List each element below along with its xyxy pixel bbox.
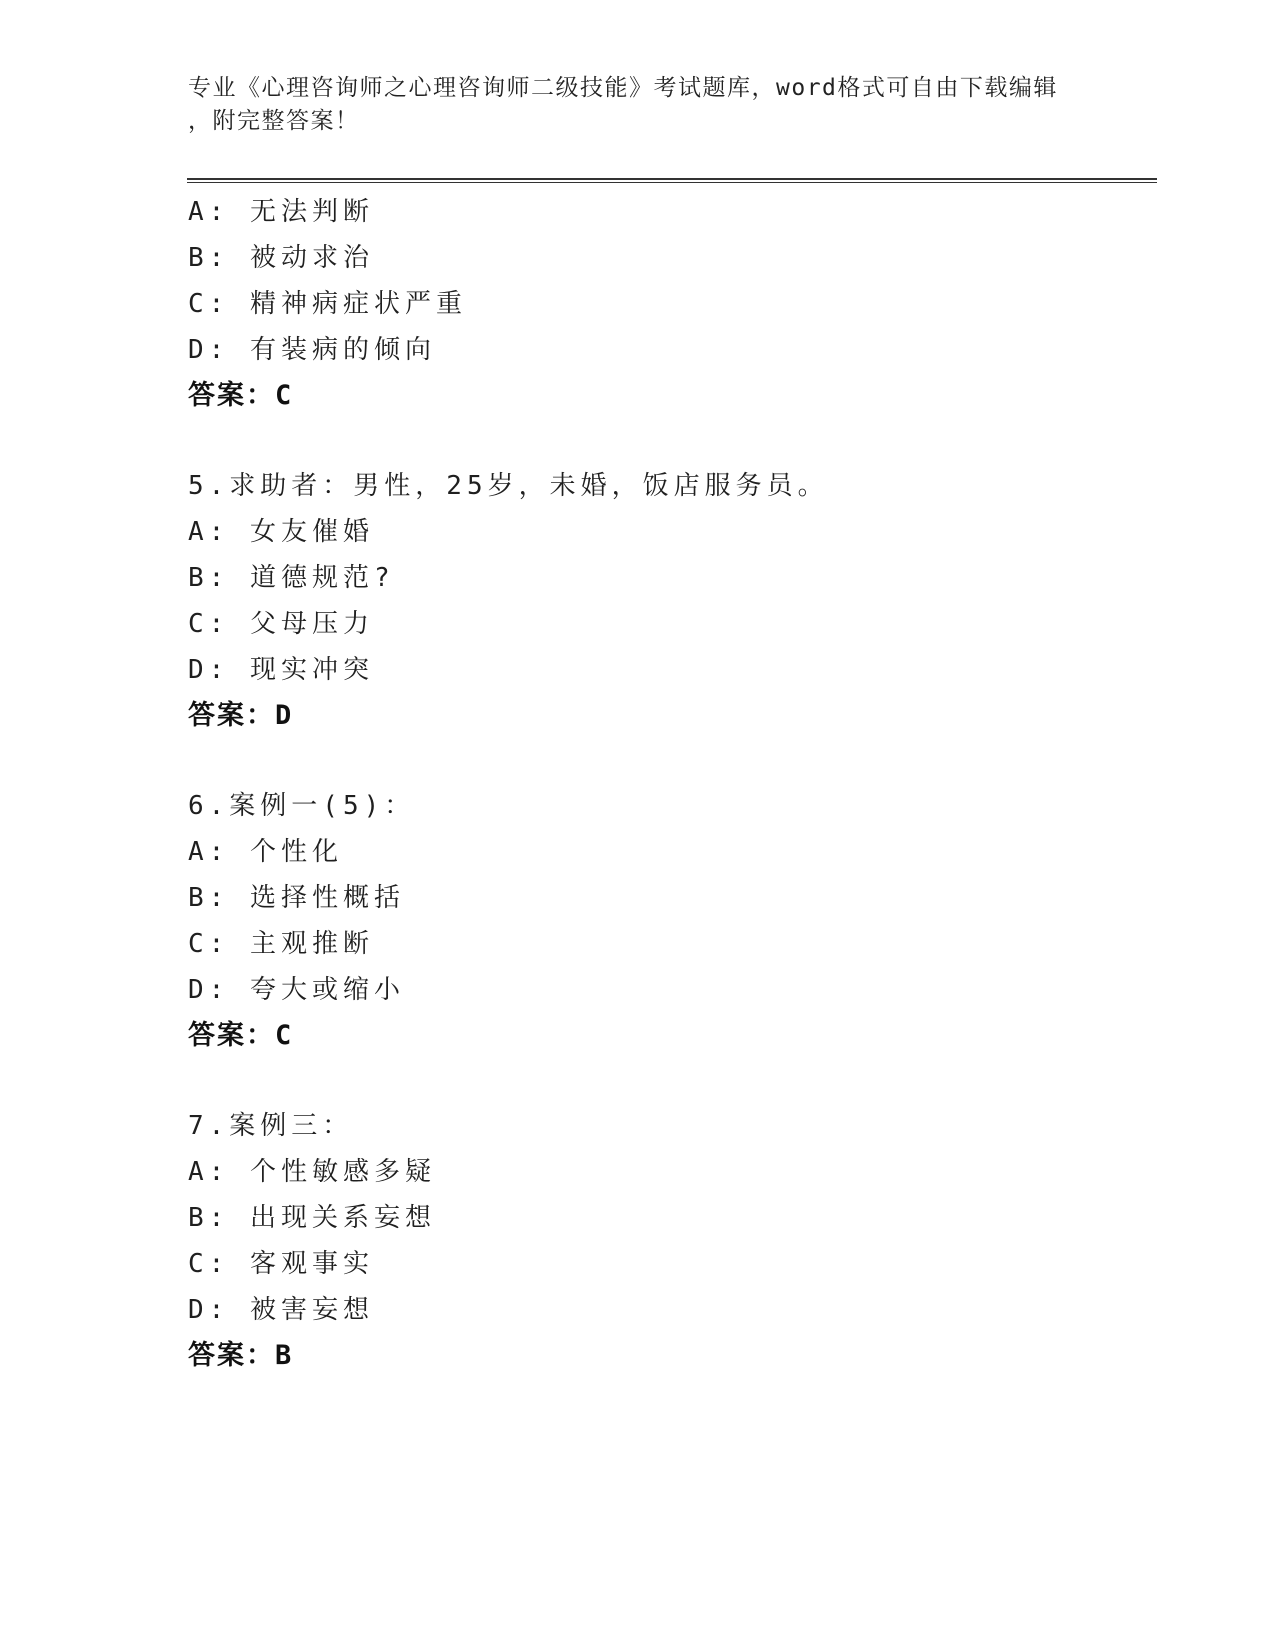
- option-a: A: 个性化: [188, 837, 343, 867]
- answer-line: 答案：C: [188, 1020, 294, 1051]
- option-c: C: 客观事实: [188, 1249, 374, 1279]
- option-c: C: 主观推断: [188, 929, 374, 959]
- answer-line: 答案：B: [188, 1340, 294, 1371]
- question-block-7: [188, 1103, 1148, 1379]
- question-block-4: [188, 189, 1148, 419]
- option-b: B: 出现关系妄想: [188, 1203, 436, 1233]
- option-a: A: 个性敏感多疑: [188, 1157, 436, 1187]
- option-d: D: 有装病的倾向: [188, 335, 436, 365]
- answer-line: 答案：D: [188, 700, 294, 731]
- question-block-5: [188, 463, 1148, 739]
- document-header: [188, 72, 1088, 138]
- question-stem: 6.案例一(5)：: [188, 791, 416, 821]
- option-a: A: 女友催婚: [188, 517, 374, 547]
- option-c: C: 精神病症状严重: [188, 289, 467, 319]
- spacer: [188, 739, 1148, 783]
- option-b: B: 选择性概括: [188, 883, 405, 913]
- option-d: D: 被害妄想: [188, 1295, 374, 1325]
- spacer: [188, 1059, 1148, 1103]
- option-d: D: 夸大或缩小: [188, 975, 405, 1005]
- header-divider: [187, 178, 1157, 183]
- question-block-6: [188, 783, 1148, 1059]
- spacer: [188, 419, 1148, 463]
- header-line-2: ，附完整答案！: [188, 108, 360, 134]
- question-stem: 7.案例三：: [188, 1111, 354, 1141]
- option-d: D: 现实冲突: [188, 655, 374, 685]
- option-b: B: 道德规范?: [188, 563, 395, 593]
- option-c: C: 父母压力: [188, 609, 374, 639]
- option-b: B: 被动求治: [188, 243, 374, 273]
- question-list: [188, 189, 1148, 1379]
- option-a: A: 无法判断: [188, 197, 374, 227]
- question-stem: 5.求助者：男性，25岁，未婚，饭店服务员。: [188, 471, 829, 501]
- header-line-1: 专业《心理咨询师之心理咨询师二级技能》考试题库，word格式可自由下载编辑: [188, 75, 1058, 101]
- answer-line: 答案：C: [188, 380, 294, 411]
